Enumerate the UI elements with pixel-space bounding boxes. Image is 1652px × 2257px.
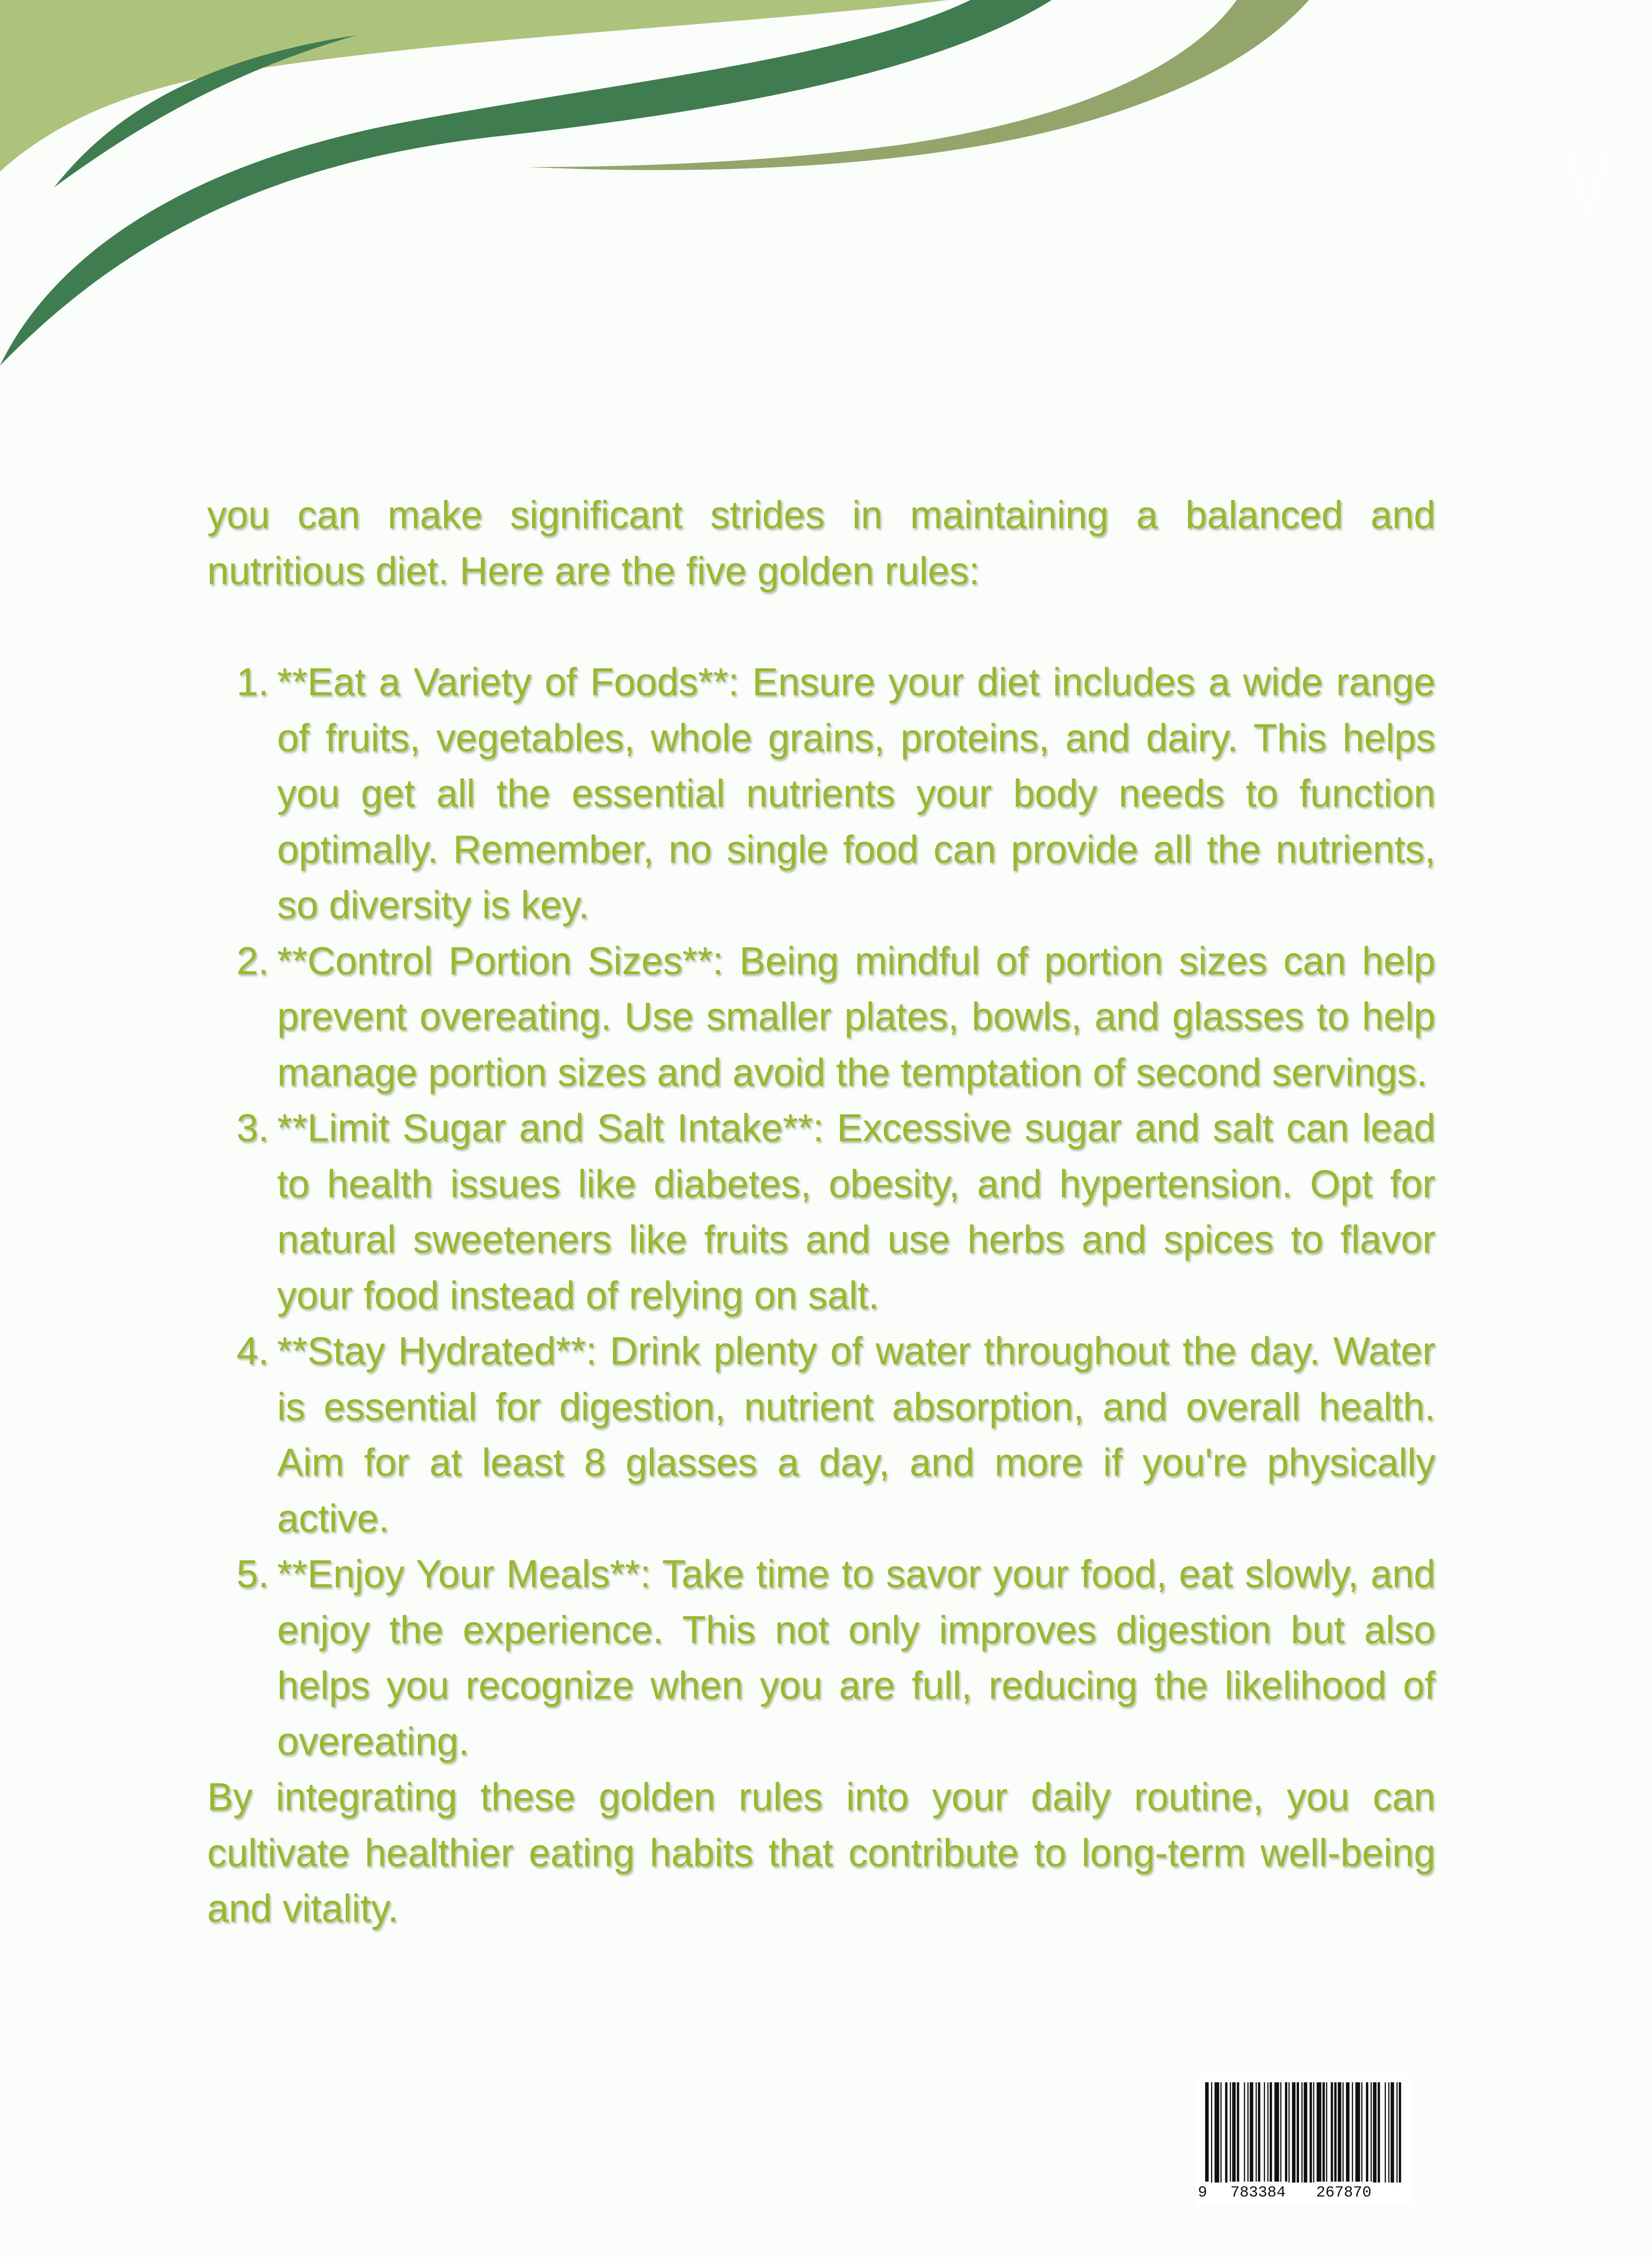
barcode-bar xyxy=(1346,2082,1350,2183)
barcode-bar xyxy=(1309,2082,1312,2183)
rule-text: **Control Portion Sizes**: Being mindful of portion sizes can help prevent overeating. Use smaller plates, bowls, and glasses to help manage portion sizes and avoid the temptation of second servings. xyxy=(277,939,1435,1094)
barcode-bar xyxy=(1289,2082,1290,2183)
rule-text: **Limit Sugar and Salt Intake**: Excessive sugar and salt can lead to health issues like diabetes, obesity, and hypertension. Opt for natural sweeteners like fruits and use herbs and spices to flavor your food instead of relying on salt. xyxy=(277,1106,1435,1317)
barcode-bar xyxy=(1215,2082,1219,2183)
barcode-bar xyxy=(1355,2082,1360,2183)
barcode-bar xyxy=(1323,2082,1325,2183)
barcode-bar xyxy=(1205,2082,1209,2183)
barcode-bar xyxy=(1220,2082,1222,2183)
golden-rules-list xyxy=(207,655,1435,1769)
barcode-bar xyxy=(1250,2082,1253,2183)
barcode-bar xyxy=(1237,2082,1239,2183)
barcode-bar xyxy=(1385,2082,1386,2183)
rule-item-2 xyxy=(207,933,1435,1101)
barcode-bar xyxy=(1331,2082,1333,2183)
barcode-bar xyxy=(1256,2082,1257,2183)
barcode-bar xyxy=(1297,2082,1299,2183)
barcode-bar xyxy=(1280,2082,1281,2183)
barcode-bar xyxy=(1397,2082,1398,2183)
rule-item-1 xyxy=(207,655,1435,933)
rule-item-4 xyxy=(207,1324,1435,1546)
barcode-bar xyxy=(1326,2082,1327,2183)
barcode-bar xyxy=(1399,2082,1401,2183)
barcode-right-digits: 267870 xyxy=(1314,2182,1373,2204)
barcode-first-digit: 9 xyxy=(1196,2182,1209,2204)
barcode-bar xyxy=(1244,2082,1245,2183)
barcode-bar xyxy=(1230,2082,1231,2183)
barcode-bar xyxy=(1211,2082,1212,2183)
barcode-bar xyxy=(1264,2082,1265,2183)
barcode-left-digits: 783384 xyxy=(1229,2182,1287,2204)
barcode-bar xyxy=(1338,2082,1341,2183)
rule-item-5 xyxy=(207,1546,1435,1769)
barcode-bar xyxy=(1366,2082,1368,2183)
rule-number: 1. xyxy=(237,660,269,704)
barcode-bar xyxy=(1225,2082,1227,2183)
barcode-bar xyxy=(1270,2082,1272,2183)
header-wave-decoration xyxy=(0,0,1652,375)
barcode-bar xyxy=(1342,2082,1344,2183)
rule-text: **Enjoy Your Meals**: Take time to savor your food, eat slowly, and enjoy the experience. This not only improves digestion but also helps you recognize when you are full, reducing the likelihood of overeating. xyxy=(277,1552,1435,1763)
barcode-bar xyxy=(1371,2082,1372,2183)
barcode-digits xyxy=(1196,2182,1413,2204)
barcode-bar xyxy=(1361,2082,1363,2183)
barcode-bar xyxy=(1248,2082,1249,2183)
barcode-bar xyxy=(1304,2082,1307,2183)
barcode-bar xyxy=(1373,2082,1377,2183)
barcode-bar xyxy=(1301,2082,1303,2183)
barcode-bar xyxy=(1285,2082,1287,2183)
rule-text: **Stay Hydrated**: Drink plenty of water throughout the day. Water is essential for digestion, nutrient absorption, and overall health. Aim for at least 8 glasses a day, and more if you're physically active. xyxy=(277,1329,1435,1540)
barcode-bar xyxy=(1352,2082,1353,2183)
barcode-bar xyxy=(1313,2082,1314,2183)
barcode-bar xyxy=(1267,2082,1269,2183)
rule-number: 2. xyxy=(237,939,269,983)
rule-item-3 xyxy=(207,1101,1435,1324)
page-body-text xyxy=(207,488,1435,1937)
barcode-bar xyxy=(1378,2082,1380,2183)
intro-paragraph: you can make significant strides in maintaining a balanced and nutritious diet. Here are the five golden rules: xyxy=(207,493,1435,593)
barcode-bar xyxy=(1334,2082,1336,2183)
barcode-bar xyxy=(1391,2082,1394,2183)
isbn-barcode xyxy=(1196,2079,1413,2205)
barcode-bar xyxy=(1232,2082,1236,2183)
rule-number: 4. xyxy=(237,1329,269,1373)
corner-chevron-mark xyxy=(1563,144,1612,220)
barcode-bars xyxy=(1205,2082,1404,2183)
barcode-bar xyxy=(1292,2082,1295,2183)
rule-text: **Eat a Variety of Foods**: Ensure your diet includes a wide range of fruits, vegetables, whole grains, proteins, and dairy. This helps you get all the essential nutrients your body needs to function optimally. Remember, no single food can provide all the nutrients, so diversity is key. xyxy=(277,660,1435,927)
barcode-bar xyxy=(1388,2082,1390,2183)
barcode-bar xyxy=(1258,2082,1260,2183)
barcode-bar xyxy=(1274,2082,1279,2183)
barcode-bar xyxy=(1317,2082,1321,2183)
rule-number: 3. xyxy=(237,1106,269,1150)
conclusion-paragraph: By integrating these golden rules into your daily routine, you can cultivate healthier eating habits that contribute to long-term well-being and vitality. xyxy=(207,1775,1435,1930)
rule-number: 5. xyxy=(237,1552,269,1596)
